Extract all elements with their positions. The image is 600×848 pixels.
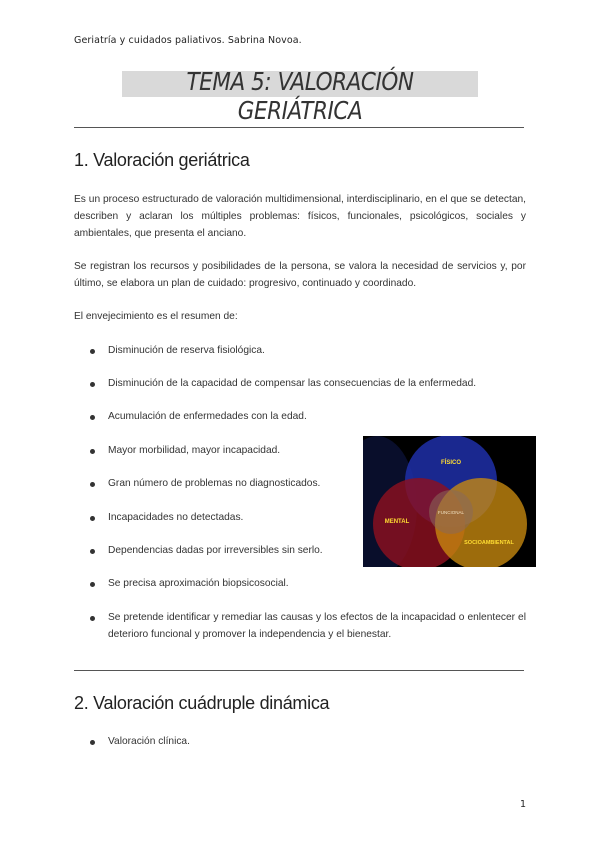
- venn-label-mental: MENTAL: [384, 519, 410, 525]
- bullet-icon: [90, 516, 95, 521]
- section-2-heading: 2. Valoración cuádruple dinámica: [74, 693, 330, 713]
- venn-label-physical: FÍSICO: [440, 460, 462, 466]
- bullet-icon: [90, 740, 95, 745]
- divider: [74, 127, 524, 128]
- section-1-heading: 1. Valoración geriátrica: [74, 150, 250, 170]
- page-title: TEMA 5: VALORACIÓN GERIÁTRICA: [186, 67, 414, 125]
- venn-diagram-image: [363, 436, 536, 567]
- bullet-icon: [90, 449, 95, 454]
- bullet-icon: [90, 582, 95, 587]
- bullet-icon: [90, 415, 95, 420]
- document-header: Geriatría y cuidados paliativos. Sabrina Novoa.: [74, 35, 302, 46]
- venn-label-functional: FUNCIONAL: [437, 510, 465, 515]
- bullet-icon: [90, 482, 95, 487]
- title-highlight: [122, 67, 478, 125]
- divider: [74, 670, 524, 671]
- section-1-paragraph-2: Se registran los recursos y posibilidades de la persona, se valora la necesidad de servicios y, por último, se elabora un plan de cuidado: progresivo, continuado y coordinado.: [74, 261, 526, 289]
- section-1-paragraph-1: Es un proceso estructurado de valoración multidimensional, interdisciplinario, en el que se detectan, describen y aclaran los múltiples problemas: físicos, funcionales, psicológicos, sociales y ambientales, que presenta el anciano.: [74, 194, 526, 239]
- venn-label-social: SOCIOAMBIENTAL: [464, 540, 514, 546]
- page-number: 1: [520, 799, 527, 810]
- bullet-icon: [90, 382, 95, 387]
- bullet-icon: [90, 349, 95, 354]
- section-1-paragraph-3: El envejecimiento es el resumen de:: [74, 311, 238, 322]
- bullet-icon: [90, 616, 95, 621]
- bullet-icon: [90, 549, 95, 554]
